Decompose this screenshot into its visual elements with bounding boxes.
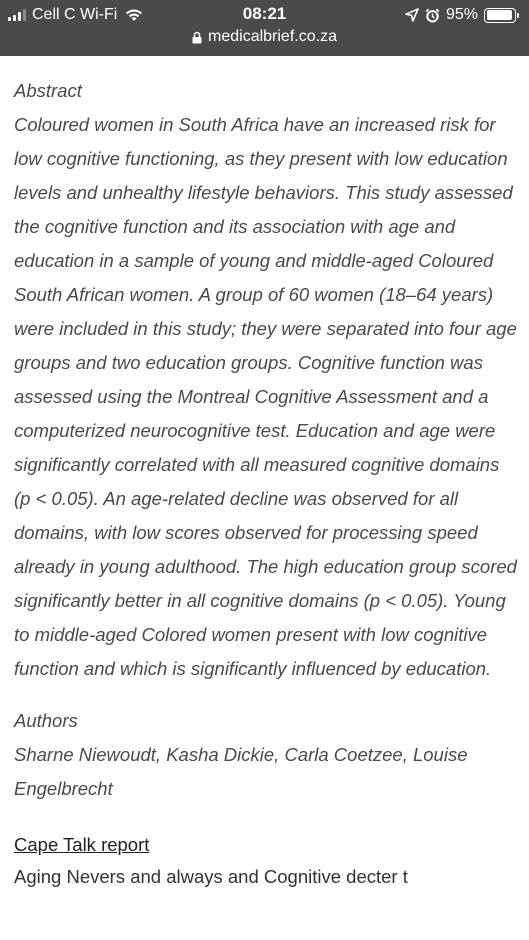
address-bar[interactable] [0,28,529,46]
report-link-wrapper [14,824,519,862]
abstract-section [14,74,519,686]
alarm-icon [425,8,440,23]
location-arrow-icon [405,8,419,22]
status-bar-right [405,5,519,25]
cutoff-text: Aging Nevers and always and Cognitive decter t [14,866,408,887]
lock-icon [192,31,202,44]
carrier-label: Cell C Wi-Fi [32,6,118,23]
battery-icon [484,8,519,23]
authors-heading: Authors [14,710,78,731]
url-text: medicalbrief.co.za [208,28,337,45]
battery-percent: 95% [445,6,478,23]
authors-section [14,704,519,806]
abstract-heading: Abstract [14,80,82,101]
article-content [14,74,519,894]
status-bar [0,0,529,56]
authors-text: Sharne Niewoudt, Kasha Dickie, Carla Coetzee, Louise Engelbrecht [14,744,468,799]
abstract-text: Coloured women in South Africa have an increased risk for low cognitive functioning, as they present with low education levels and unhealthy lifestyle behaviors. This study assessed the cognitive function and its association with age and education in a sample of young and middle-aged Coloured South African women. A group of 60 women (18–64 years) were included in this study; they were separated into four age groups and two education groups. Cognitive function was assessed using the Montreal Cognitive Assessment and a computerized neurocognitive test. Education and age were significantly correlated with all measured cognitive domains (p < 0.05). An age-related decline was observed for all domains, with low scores observed for processing speed already in young adulthood. The high education group scored significantly better in all cognitive domains (p < 0.05). Young to middle-aged Colored women present with low cognitive function and which is significantly influenced by education. [14,114,517,679]
cape-talk-report-link[interactable]: Cape Talk report [14,834,150,855]
clock: 08:21 [242,4,287,23]
